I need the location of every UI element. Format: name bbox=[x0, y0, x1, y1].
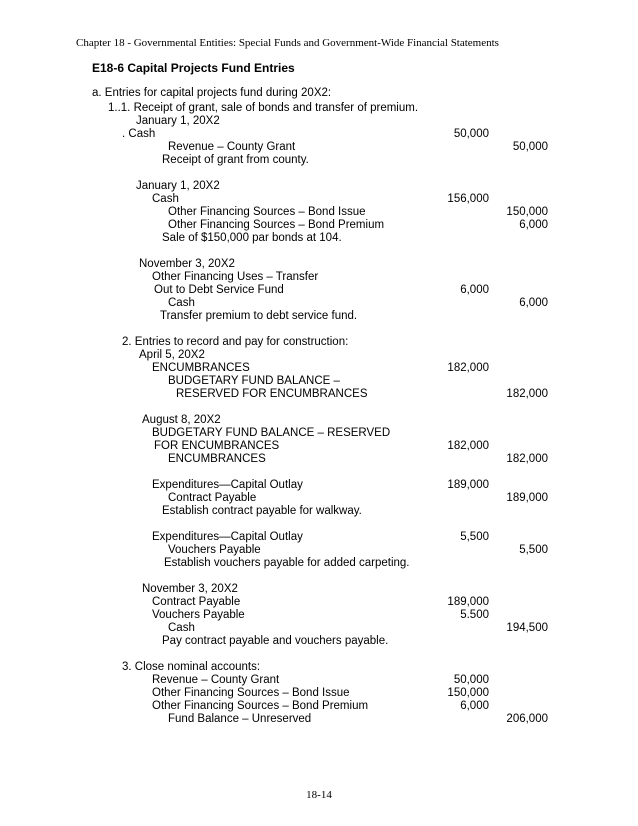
line-text: ENCUMBRANCES bbox=[152, 362, 250, 374]
line-text: Fund Balance – Unreserved bbox=[168, 713, 312, 725]
line-text: November 3, 20X2 bbox=[139, 258, 235, 270]
line-text: a. Entries for capital projects fund during 20X2: bbox=[92, 87, 332, 99]
debit-amount: 156,000 bbox=[447, 193, 489, 205]
journal-line bbox=[0, 258, 638, 271]
debit-amount: 5,500 bbox=[460, 531, 489, 543]
credit-amount: 182,000 bbox=[506, 388, 548, 400]
debit-amount: 6,000 bbox=[460, 284, 489, 296]
line-text: Transfer premium to debt service fund. bbox=[160, 310, 358, 322]
journal-line bbox=[0, 674, 638, 687]
line-text: Out to Debt Service Fund bbox=[154, 284, 284, 296]
debit-amount: 50,000 bbox=[453, 128, 489, 140]
line-text: Receipt of grant from county. bbox=[162, 154, 309, 166]
line-text: Contract Payable bbox=[152, 596, 241, 608]
journal-line bbox=[0, 297, 638, 310]
journal-line bbox=[0, 453, 638, 466]
line-text: Expenditures—Capital Outlay bbox=[152, 479, 303, 491]
chapter-header: Chapter 18 - Governmental Entities: Special Funds and Government-Wide Financial Statements bbox=[76, 37, 499, 49]
debit-amount: 182,000 bbox=[447, 440, 489, 452]
debit-amount: 189,000 bbox=[447, 479, 489, 491]
credit-amount: 50,000 bbox=[512, 141, 548, 153]
line-text: Revenue – County Grant bbox=[152, 674, 280, 686]
journal-line bbox=[0, 388, 638, 401]
page-number: 18-14 bbox=[306, 789, 332, 801]
line-text: Cash bbox=[168, 622, 195, 634]
line-text: Pay contract payable and vouchers payable. bbox=[162, 635, 389, 647]
journal-line bbox=[0, 232, 638, 245]
line-text: 3. Close nominal accounts: bbox=[122, 661, 261, 673]
journal-line bbox=[0, 622, 638, 635]
journal-line bbox=[0, 635, 638, 648]
exercise-title: E18-6 Capital Projects Fund Entries bbox=[92, 61, 295, 75]
line-text: ENCUMBRANCES bbox=[168, 453, 266, 465]
line-text: Other Financing Sources – Bond Premium bbox=[168, 219, 385, 231]
line-text: April 5, 20X2 bbox=[139, 349, 205, 361]
debit-amount: 50,000 bbox=[453, 674, 489, 686]
journal-line bbox=[0, 310, 638, 323]
line-text: Establish vouchers payable for added carpeting. bbox=[164, 557, 410, 569]
line-text: BUDGETARY FUND BALANCE – bbox=[168, 375, 340, 387]
journal-line bbox=[0, 128, 638, 141]
credit-amount: 182,000 bbox=[506, 453, 548, 465]
journal-line bbox=[0, 492, 638, 505]
line-text: Other Financing Sources – Bond Premium bbox=[152, 700, 369, 712]
journal-line bbox=[0, 414, 638, 427]
journal-line bbox=[0, 440, 638, 453]
line-text: Contract Payable bbox=[168, 492, 257, 504]
line-text: August 8, 20X2 bbox=[142, 414, 221, 426]
line-text: 2. Entries to record and pay for construction: bbox=[122, 336, 349, 348]
journal-line bbox=[0, 661, 638, 674]
journal-line bbox=[0, 544, 638, 557]
journal-line bbox=[0, 609, 638, 622]
journal-line bbox=[0, 87, 638, 100]
debit-amount: 150,000 bbox=[447, 687, 489, 699]
line-text: January 1, 20X2 bbox=[136, 180, 220, 192]
credit-amount: 6,000 bbox=[519, 219, 548, 231]
credit-amount: 6,000 bbox=[519, 297, 548, 309]
line-text: Revenue – County Grant bbox=[168, 141, 296, 153]
credit-amount: 194,500 bbox=[506, 622, 548, 634]
line-text: RESERVED FOR ENCUMBRANCES bbox=[176, 388, 368, 400]
line-text: Sale of $150,000 par bonds at 104. bbox=[162, 232, 342, 244]
line-text: Cash bbox=[168, 297, 195, 309]
line-text: . Cash bbox=[122, 128, 156, 140]
debit-amount: 5.500 bbox=[460, 609, 489, 621]
journal-line bbox=[0, 349, 638, 362]
journal-line bbox=[0, 336, 638, 349]
line-text: Establish contract payable for walkway. bbox=[162, 505, 362, 517]
line-text: Other Financing Sources – Bond Issue bbox=[152, 687, 350, 699]
credit-amount: 189,000 bbox=[506, 492, 548, 504]
journal-line bbox=[0, 596, 638, 609]
line-text: BUDGETARY FUND BALANCE – RESERVED bbox=[152, 427, 391, 439]
line-text: Other Financing Uses – Transfer bbox=[152, 271, 319, 283]
journal-line bbox=[0, 102, 638, 115]
line-text: Other Financing Sources – Bond Issue bbox=[168, 206, 366, 218]
journal-line bbox=[0, 284, 638, 297]
journal-line bbox=[0, 154, 638, 167]
line-text: Vouchers Payable bbox=[152, 609, 245, 621]
line-text: November 3, 20X2 bbox=[142, 583, 238, 595]
journal-line bbox=[0, 505, 638, 518]
journal-line bbox=[0, 427, 638, 440]
line-text: Cash bbox=[152, 193, 179, 205]
journal-line bbox=[0, 557, 638, 570]
journal-line bbox=[0, 583, 638, 596]
journal-line bbox=[0, 180, 638, 193]
credit-amount: 5,500 bbox=[519, 544, 548, 556]
journal-line bbox=[0, 700, 638, 713]
journal-line bbox=[0, 375, 638, 388]
credit-amount: 150,000 bbox=[506, 206, 548, 218]
journal-line bbox=[0, 271, 638, 284]
journal-line bbox=[0, 193, 638, 206]
journal-line bbox=[0, 141, 638, 154]
line-text: Vouchers Payable bbox=[168, 544, 261, 556]
debit-amount: 182,000 bbox=[447, 362, 489, 374]
journal-line bbox=[0, 531, 638, 544]
debit-amount: 6,000 bbox=[460, 700, 489, 712]
credit-amount: 206,000 bbox=[506, 713, 548, 725]
line-text: 1..1. Receipt of grant, sale of bonds and transfer of premium. bbox=[108, 102, 419, 114]
journal-line bbox=[0, 115, 638, 128]
debit-amount: 189,000 bbox=[447, 596, 489, 608]
line-text: January 1, 20X2 bbox=[136, 115, 220, 127]
journal-line bbox=[0, 206, 638, 219]
journal-line bbox=[0, 713, 638, 726]
line-text: Expenditures—Capital Outlay bbox=[152, 531, 303, 543]
journal-line bbox=[0, 687, 638, 700]
journal-line bbox=[0, 479, 638, 492]
journal-line bbox=[0, 362, 638, 375]
journal-line bbox=[0, 219, 638, 232]
line-text: FOR ENCUMBRANCES bbox=[154, 440, 280, 452]
